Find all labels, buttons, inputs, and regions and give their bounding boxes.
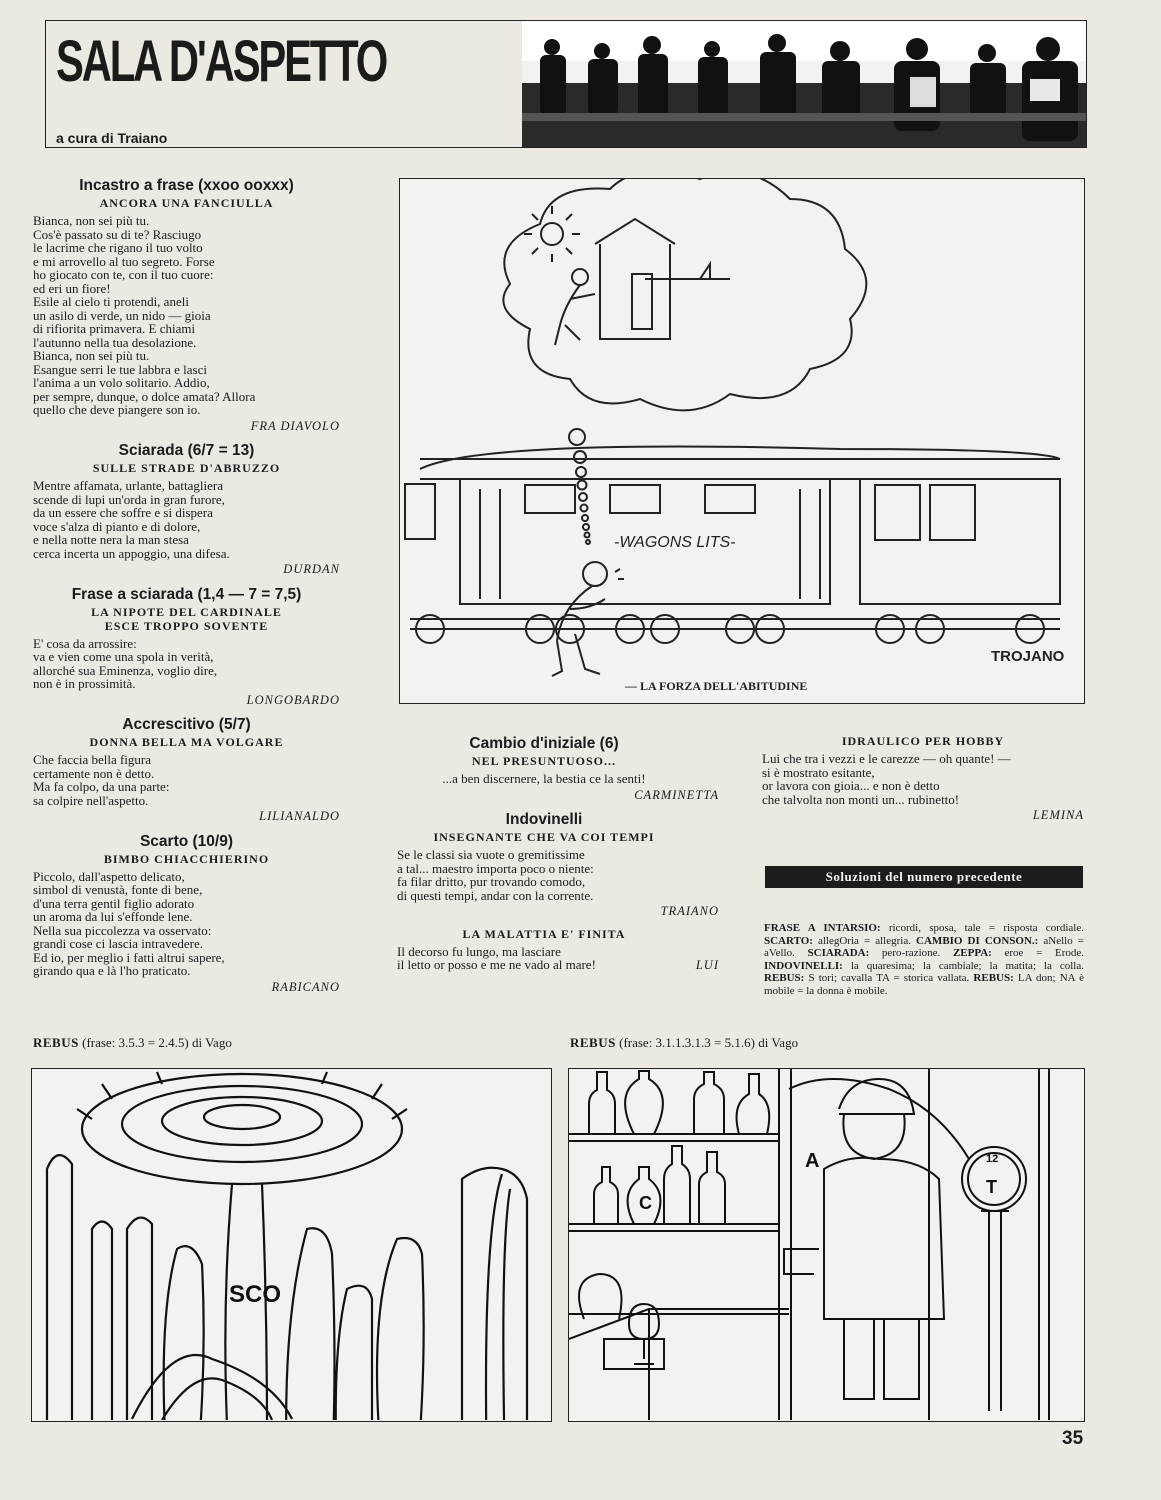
incastro-heading: Incastro a frase (xxoo ooxxx) bbox=[79, 177, 294, 194]
cambio-text: ...a ben discernere, la bestia ce la senti! bbox=[442, 771, 646, 786]
left-column bbox=[33, 176, 340, 1002]
solutions-heading: Soluzioni del numero precedente bbox=[765, 866, 1083, 888]
solution-text: LA don; NA è mobile = la donna è mobile. bbox=[764, 972, 1084, 997]
indovinello2-text: Il decorso fu lungo, ma lasciare il letto or posso e me ne vado al mare! bbox=[397, 943, 596, 972]
cartoon-frame bbox=[399, 178, 1085, 704]
solution-label: REBUS: bbox=[764, 972, 805, 984]
solution-text: S tori; cavalla TA = storica vallata. bbox=[804, 972, 974, 984]
solution-label: FRASE A INTARSIO: bbox=[764, 922, 881, 934]
solution-text: pero-razione. bbox=[869, 947, 953, 959]
incastro-text: Bianca, non sei più tu. Cos'è passato su di te? Rasciugo le lacrime che rigano il tuo volto e mi arrovello al tuo segreto. Forse ho giocato con te, con il tuo cuore: ed eri un fiore! Esile al cielo ti protendi, aneli un asilo di verde, un nido — gioia di rifiorita primavera. E chiami l'autunno nella tua desolazione. Bianca, non sei più tu. Esangue serri le tue labbra e lasci l'anima a un volo solitario. Addio, per sempre, dunque, o dolce amata? Allora quello che deve piangere son io. bbox=[33, 213, 256, 417]
cambio-author: CARMINETTA bbox=[634, 787, 719, 802]
sciarada-text: Mentre affamata, urlante, battagliera scende di lupi un'orda in gran furore, da un essere che soffre e si dispera voce s'alza di pianto e di dolore, e nella notte nera la man stesa cerca incerta un appoggio, una difesa. bbox=[33, 478, 230, 561]
scarto-author: RABICANO bbox=[271, 979, 340, 994]
sciarada-heading: Sciarada (6/7 = 13) bbox=[118, 442, 255, 459]
rebus1-detail: (frase: 3.5.3 = 2.4.5) di Vago bbox=[82, 1035, 232, 1050]
sciarada-subtitle: SULLE STRADE D'ABRUZZO bbox=[92, 461, 281, 475]
solution-label: SCARTO: bbox=[764, 934, 813, 947]
solution-label: SCIARADA: bbox=[807, 947, 870, 959]
indovinello2-subtitle: LA MALATTIA E' FINITA bbox=[462, 926, 626, 941]
rebus1-frame bbox=[31, 1068, 552, 1422]
rebus2-label bbox=[570, 1035, 798, 1051]
indovinelli-heading: Indovinelli bbox=[505, 811, 583, 828]
solution-label: ZEPPA: bbox=[952, 947, 992, 959]
solution-text: eroe = Erode. bbox=[991, 947, 1084, 959]
waiting-room-photo bbox=[522, 21, 1086, 147]
idraulico-subtitle: IDRAULICO PER HOBBY bbox=[841, 734, 1005, 748]
idraulico-text: Lui che tra i vezzi e le carezze — oh quante! — si è mostrato esitante, or lavora con gioia... e non è detto che talvolta non monti un... rubinetto! bbox=[762, 751, 1011, 807]
incastro-author: FRA DIAVOLO bbox=[250, 418, 340, 433]
accrescitivo-text: Che faccia bella figura certamente non è detto. Ma fa colpo, da una parte: sa colpire nell'aspetto. bbox=[33, 752, 170, 808]
middle-column bbox=[369, 734, 719, 980]
solution-text: aNello = aVello. bbox=[764, 934, 1084, 959]
solution-label: CAMBIO DI CONSON.: bbox=[916, 934, 1039, 947]
rebus2-title: REBUS bbox=[570, 1035, 616, 1050]
accrescitivo-author: LILIANALDO bbox=[259, 809, 340, 823]
scarto-text: Piccolo, dall'aspetto delicato, simbol di venustà, fonte di bene, d'una terra gentil figlio adorato un aroma da lui s'effonde lene. Nella sua piccolezza va osservato: grandi cose ci lascia intravedere. Ed io, per meglio i fatti altrui sapere, girando qua e là l'ho praticato. bbox=[33, 868, 225, 978]
indovinello2-author: LUI bbox=[695, 957, 719, 972]
accrescitivo-subtitle: DONNA BELLA MA VOLGARE bbox=[89, 735, 284, 749]
section-title: SALA D'ASPETTO bbox=[56, 29, 387, 94]
frase-sciarada-subtitle: LA NIPOTE DEL CARDINALE ESCE TROPPO SOVENTE bbox=[91, 604, 282, 633]
solution-label: INDOVINELLI: bbox=[764, 959, 843, 972]
rebus2-letter-t: T bbox=[986, 1177, 997, 1197]
sciarada-author: DURDAN bbox=[283, 562, 340, 576]
section-subtitle: a cura di Traiano bbox=[56, 130, 168, 146]
idraulico-author: LEMINA bbox=[1032, 808, 1084, 822]
page-number: 35 bbox=[1062, 1428, 1084, 1449]
incastro-subtitle: ANCORA UNA FANCIULLA bbox=[99, 196, 274, 210]
indovinello1-author: TRAIANO bbox=[660, 904, 719, 918]
wagons-lits-sign: -WAGONS LITS- bbox=[614, 534, 736, 551]
solution-text: ricordi, sposa, tale = risposta cordiale. bbox=[880, 922, 1084, 934]
rebus1-label bbox=[33, 1035, 232, 1051]
cartoon-signature: TROJANO bbox=[991, 648, 1065, 665]
accrescitivo-heading: Accrescitivo (5/7) bbox=[122, 716, 251, 733]
cartoon-caption: — LA FORZA DELL'ABITUDINE bbox=[625, 679, 808, 693]
rebus2-clock-12: 12 bbox=[986, 1153, 999, 1165]
cartoon-drawing bbox=[400, 179, 1083, 702]
rebus2-letter-a: A bbox=[805, 1150, 820, 1172]
rebus2-drawing bbox=[569, 1069, 1083, 1420]
rebus2-frame bbox=[568, 1068, 1085, 1422]
solution-text: allegOria = allegria. bbox=[812, 934, 917, 947]
right-column bbox=[762, 734, 1084, 831]
rebus1-letters: SCO bbox=[229, 1281, 282, 1308]
rebus2-letter-c: C bbox=[639, 1193, 652, 1213]
indovinello1-text: Se le classi sia vuote o gremitissime a tal... maestro importa poco o niente: fa filar dritto, pur trovando comodo, di questi tempi, andar con la corrente. bbox=[397, 847, 594, 903]
frase-sciarada-heading: Frase a sciarada (1,4 — 7 = 7,5) bbox=[71, 585, 302, 603]
cambio-subtitle: NEL PRESUNTUOSO... bbox=[471, 754, 617, 768]
scarto-heading: Scarto (10/9) bbox=[139, 832, 234, 850]
frase-sciarada-text: E' cosa da arrossire: va e vien come una spola in verità, allorché sua Eminenza, voglio dire, non è in prossimità. bbox=[33, 635, 218, 691]
solutions-text bbox=[764, 922, 1084, 997]
solution-text: la quaresima; la cambiale; la matita; la colla. bbox=[842, 959, 1084, 972]
rebus1-title: REBUS bbox=[33, 1035, 79, 1050]
solution-label: REBUS: bbox=[973, 972, 1014, 984]
frase-sciarada-author: LONGOBARDO bbox=[246, 692, 340, 707]
indovinello1-subtitle: INSEGNANTE CHE VA COI TEMPI bbox=[433, 830, 655, 844]
cambio-heading: Cambio d'iniziale (6) bbox=[469, 735, 619, 752]
rebus1-drawing bbox=[32, 1069, 550, 1420]
rebus2-detail: (frase: 3.1.1.3.1.3 = 5.1.6) di Vago bbox=[619, 1035, 799, 1050]
scarto-subtitle: BIMBO CHIACCHIERINO bbox=[103, 851, 270, 866]
